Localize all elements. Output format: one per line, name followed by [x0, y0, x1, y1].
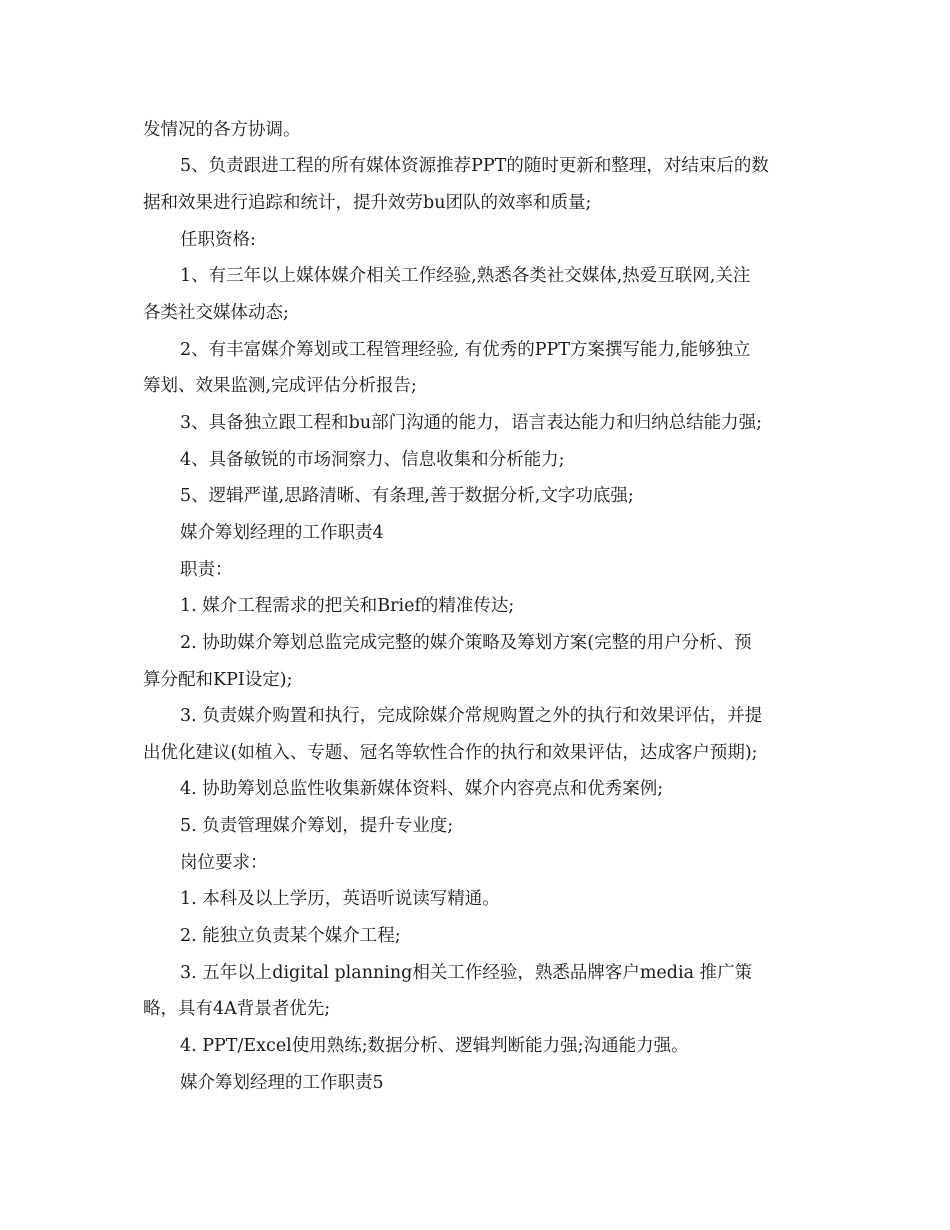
text-line: 1. 本科及以上学历，英语听说读写精通。	[180, 889, 500, 909]
section-title: 媒介筹划经理的工作职责5	[180, 1073, 384, 1093]
text-line: 2. 协助媒介筹划总监完成完整的媒介策略及筹划方案(完整的用户分析、预	[180, 633, 752, 653]
text-line: 5、逻辑严谨,思路清晰、有条理,善于数据分析,文字功底强;	[180, 486, 634, 506]
text-line: 据和效果进行追踪和统计，提升效劳bu团队的效率和质量;	[143, 193, 592, 213]
text-line: 4、具备敏锐的市场洞察力、信息收集和分析能力;	[180, 450, 565, 470]
text-line: 2、有丰富媒介筹划或工程管理经验, 有优秀的PPT方案撰写能力,能够独立	[180, 340, 751, 360]
section-heading: 岗位要求：	[180, 853, 268, 873]
text-line: 1. 媒介工程需求的把关和Brief的精准传达;	[180, 596, 515, 616]
text-line: 3. 五年以上digital planning相关工作经验，熟悉品牌客户media 推广策	[180, 963, 753, 983]
section-heading: 职责：	[180, 560, 233, 580]
section-title: 媒介筹划经理的工作职责4	[180, 523, 384, 543]
text-line: 筹划、效果监测,完成评估分析报告;	[143, 376, 417, 396]
text-line: 5、负责跟进工程的所有媒体资源推荐PPT的随时更新和整理，对结束后的数	[180, 156, 769, 176]
text-line: 算分配和KPI设定);	[143, 670, 293, 690]
text-line: 4. 协助筹划总监性收集新媒体资料、媒介内容亮点和优秀案例;	[180, 779, 664, 799]
text-line: 出优化建议(如植入、专题、冠名等软性合作的执行和效果评估，达成客户预期);	[143, 743, 758, 763]
text-line: 2. 能独立负责某个媒介工程;	[180, 926, 401, 946]
text-line: 3. 负责媒介购置和执行，完成除媒介常规购置之外的执行和效果评估，并提	[180, 706, 763, 726]
text-line: 发情况的各方协调。	[143, 120, 301, 140]
text-line: 各类社交媒体动态;	[143, 303, 289, 323]
text-line: 1、有三年以上媒体媒介相关工作经验,熟悉各类社交媒体,热爱互联网,关注	[180, 266, 751, 286]
text-line: 4. PPT/Excel使用熟练;数据分析、逻辑判断能力强;沟通能力强。	[180, 1036, 689, 1056]
text-line: 3、具备独立跟工程和bu部门沟通的能力，语言表达能力和归纳总结能力强;	[180, 413, 763, 433]
text-line: 5. 负责管理媒介筹划，提升专业度;	[180, 816, 454, 836]
text-line: 略，具有4A背景者优先;	[143, 999, 331, 1019]
section-heading: 任职资格:	[180, 230, 256, 250]
